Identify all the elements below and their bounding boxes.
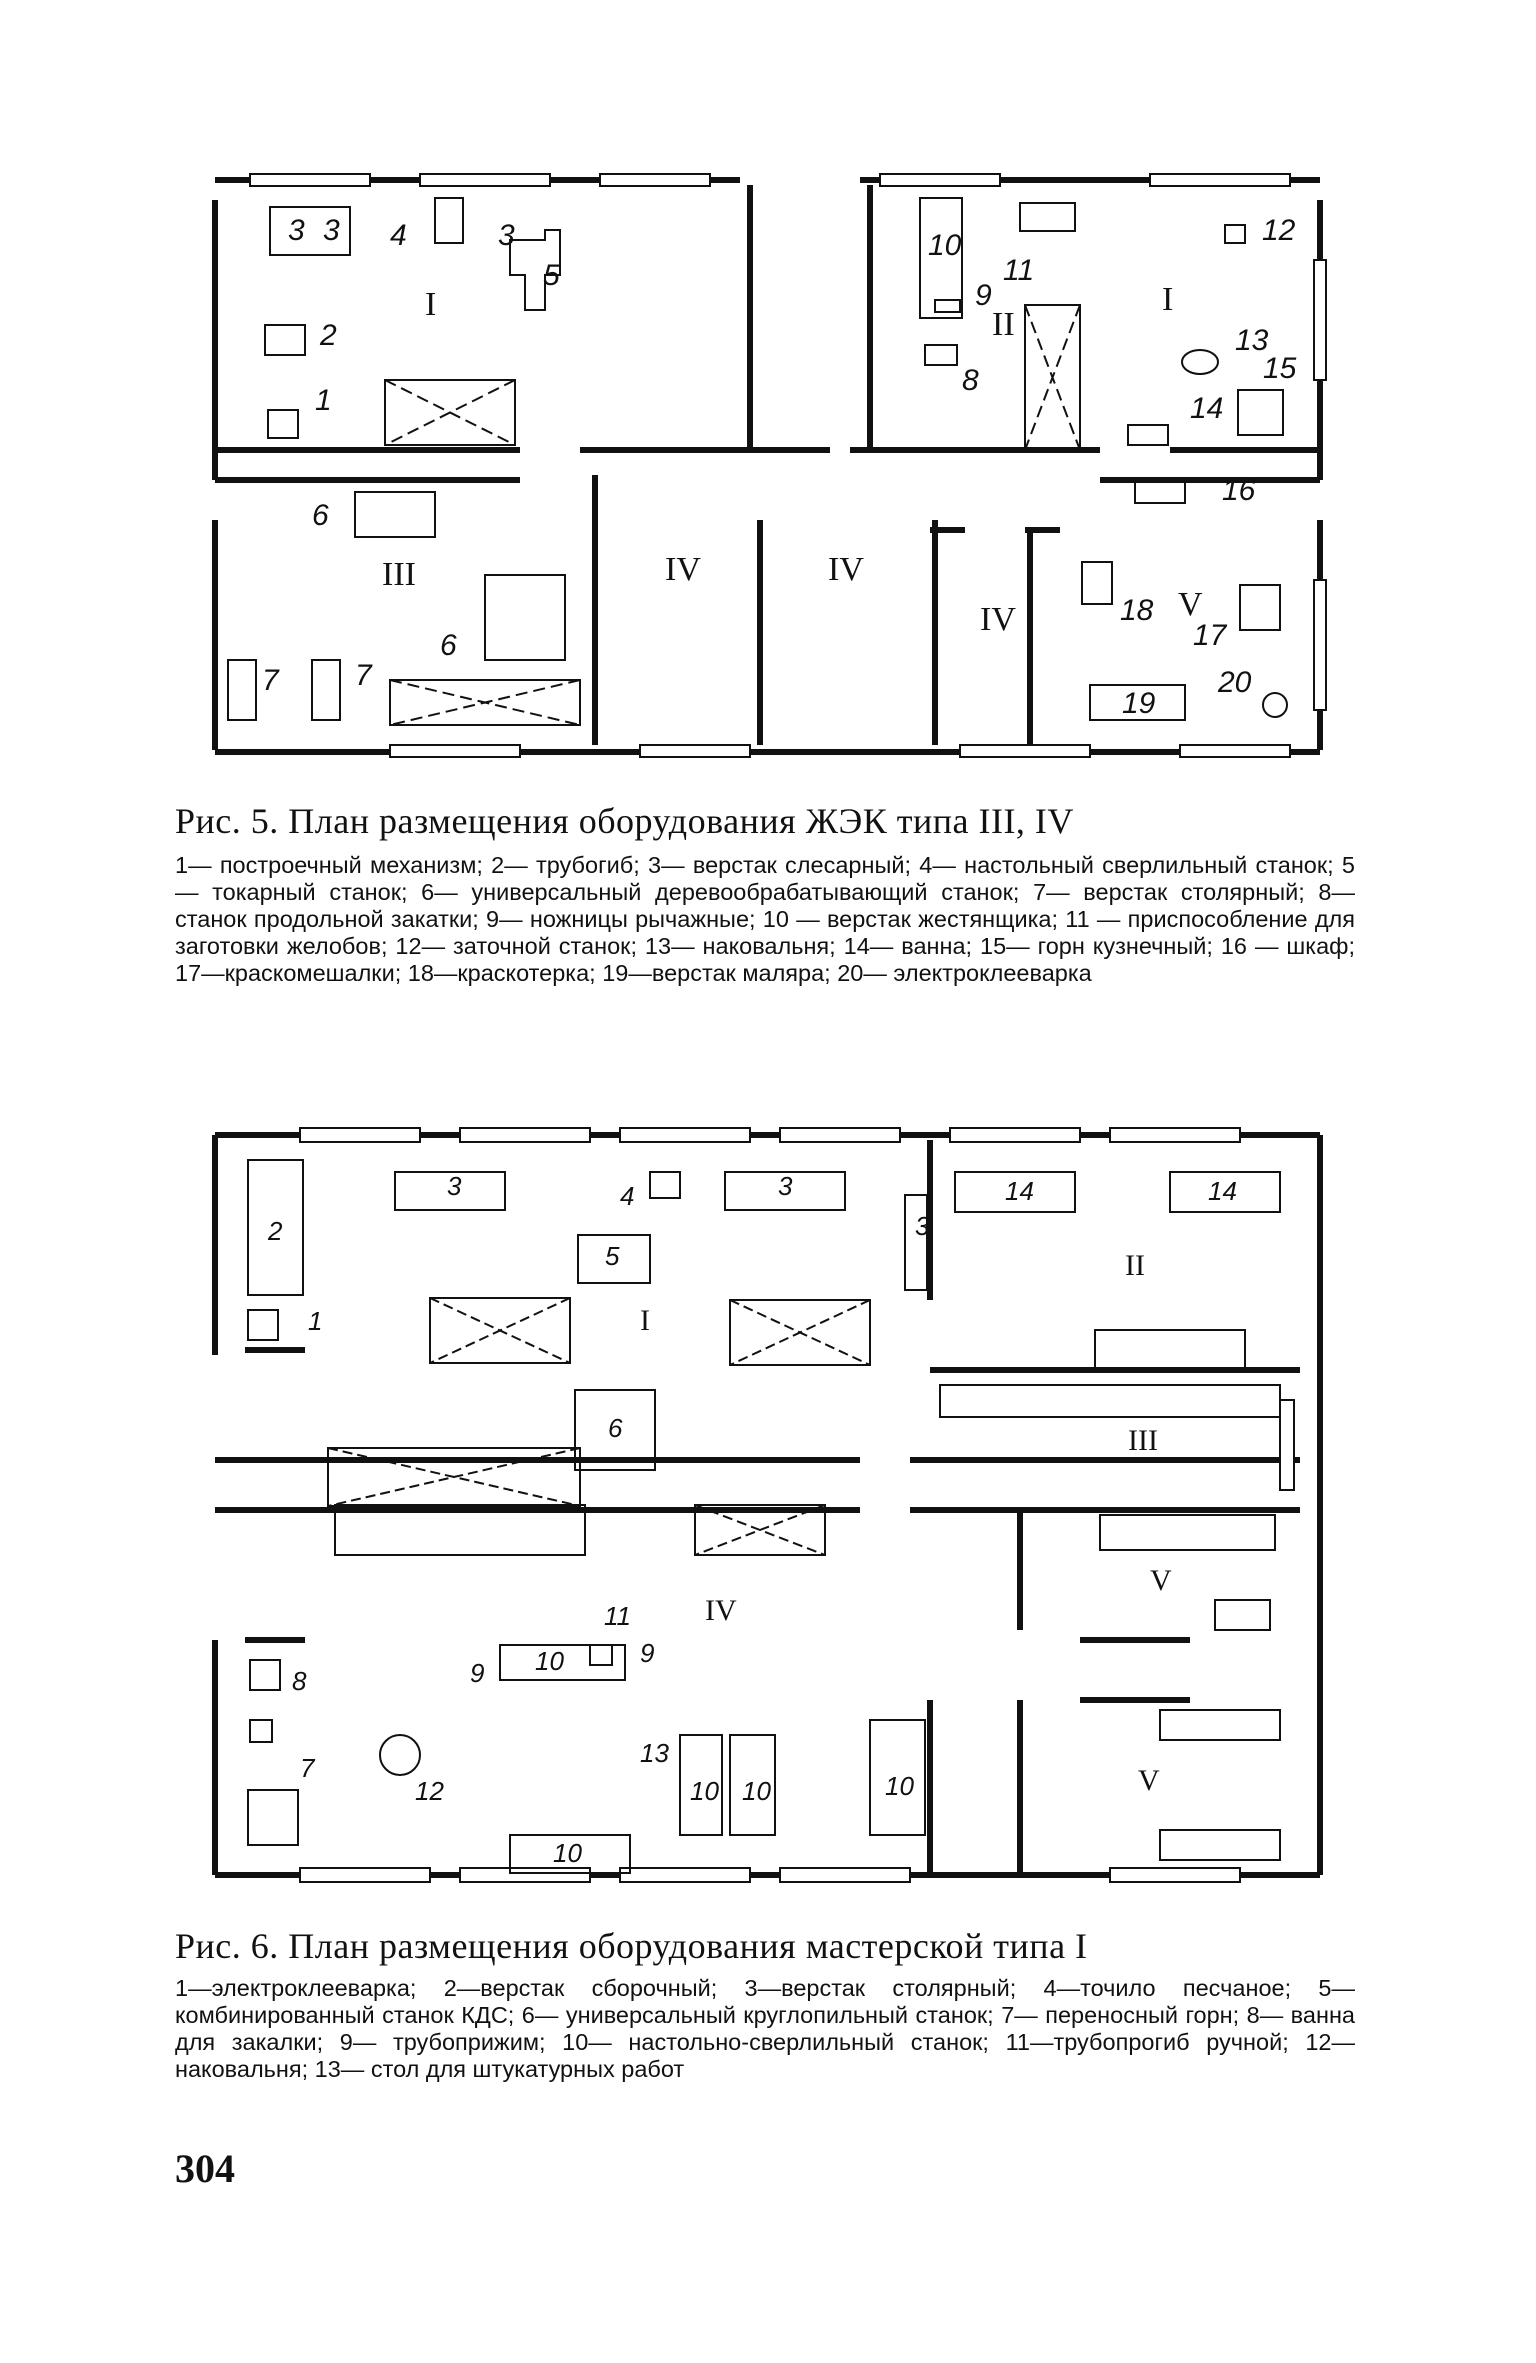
fig5-label-3a: 3 [288, 214, 305, 247]
fig6-label-10c: 10 [742, 1776, 771, 1806]
fig5-label-3c: 3 [498, 219, 515, 252]
fig5-label-8: 8 [962, 364, 979, 397]
fig5-label-18: 18 [1120, 594, 1154, 627]
fig5-label-11: 11 [1003, 254, 1035, 287]
figure-6-floor-plan [200, 1120, 1340, 1890]
fig6-label-13: 13 [640, 1738, 669, 1768]
fig5-room-IV-c: IV [980, 601, 1016, 638]
fig6-room-II: II [1125, 1249, 1145, 1282]
fig5-room-I-right: I [1162, 281, 1174, 318]
fig6-label-7: 7 [300, 1753, 315, 1783]
fig6-label-3b: 3 [778, 1171, 793, 1201]
fig6-label-3c: 3 [915, 1211, 930, 1241]
fig6-label-1: 1 [308, 1306, 323, 1336]
fig6-label-8: 8 [292, 1666, 307, 1696]
fig5-item-labels [262, 214, 1297, 720]
fig6-item-labels [267, 1171, 1237, 1868]
fig5-label-6a: 6 [312, 499, 329, 532]
fig6-label-10d: 10 [885, 1771, 914, 1801]
fig6-label-10e: 10 [553, 1838, 582, 1868]
fig6-label-4: 4 [620, 1181, 635, 1211]
fig5-label-12: 12 [1262, 214, 1296, 247]
fig5-label-7a: 7 [262, 664, 279, 697]
fig6-room-IV: IV [705, 1594, 737, 1627]
fig5-label-2: 2 [320, 319, 337, 352]
fig5-label-5: 5 [543, 259, 560, 292]
fig5-walls [215, 180, 1320, 752]
fig5-label-3b: 3 [323, 214, 340, 247]
fig5-room-IV-b: IV [828, 551, 864, 588]
fig5-label-9: 9 [975, 279, 992, 312]
fig5-label-6b: 6 [440, 629, 457, 662]
figure-5-floor-plan [200, 165, 1340, 765]
fig5-windows [250, 174, 1326, 757]
fig5-label-13: 13 [1235, 324, 1269, 357]
fig6-label-6: 6 [608, 1413, 623, 1443]
fig5-label-15: 15 [1263, 352, 1297, 385]
figure-5-caption: Рис. 5. План размещения оборудования ЖЭК типа III, IV [175, 801, 1074, 841]
figure-5-legend: 1— построечный механизм; 2— трубогиб; 3— верстак слесарный; 4— настольный сверлильный станок; 5— токарный станок; 6— универсальный деревообрабатывающий станок; 7— верстак столярный; 8— станок продольной закатки; 9— ножницы рычажные; 10 — верстак жестянщика; 11 — приспособление для заготовки желобов; 12— заточной станок; 13— наковальня; 14— ванна; 15— горн кузнечный; 16 — шкаф; 17—краскомешалки; 18—краскотерка; 19—верстак маляра; 20— электроклееварка [175, 852, 1355, 986]
fig5-label-20: 20 [1218, 666, 1252, 699]
fig6-room-III: III [1128, 1424, 1158, 1457]
fig5-label-7b: 7 [355, 659, 372, 692]
figure-6-caption: Рис. 6. План размещения оборудования мастерской типа I [175, 1926, 1088, 1966]
fig5-room-III: III [382, 556, 416, 593]
fig5-label-14: 14 [1190, 392, 1224, 425]
fig5-room-V: V [1178, 586, 1203, 623]
fig6-label-5: 5 [605, 1241, 620, 1271]
fig5-label-10: 10 [928, 229, 962, 262]
fig6-label-10a: 10 [535, 1646, 564, 1676]
fig6-label-12: 12 [415, 1776, 444, 1806]
fig5-label-16: 16 [1222, 474, 1256, 507]
fig5-room-IV-a: IV [665, 551, 701, 588]
fig5-label-4: 4 [390, 219, 407, 252]
fig6-label-14b: 14 [1208, 1176, 1237, 1206]
fig6-label-14a: 14 [1005, 1176, 1034, 1206]
fig6-label-11: 11 [604, 1601, 631, 1631]
page-number: 304 [175, 2146, 235, 2191]
fig6-label-9a: 9 [470, 1658, 485, 1688]
fig5-label-19: 19 [1122, 687, 1156, 720]
fig6-label-2: 2 [268, 1216, 283, 1246]
fig6-room-labels [640, 1249, 1172, 1797]
fig5-label-17: 17 [1193, 619, 1227, 652]
fig5-label-1: 1 [315, 384, 332, 417]
fig6-room-V-a: V [1150, 1564, 1172, 1597]
fig5-room-II: II [992, 306, 1015, 343]
fig6-label-3a: 3 [447, 1171, 462, 1201]
fig6-label-10b: 10 [690, 1776, 719, 1806]
fig6-label-9b: 9 [640, 1638, 655, 1668]
figure-6-legend: 1—электроклееварка; 2—верстак сборочный; 3—верстак столярный; 4—точило песчаное; 5— комбинированный станок КДС; 6— универсальный круглопильный станок; 7— переносный горн; 8— ванна для закалки; 9— трубоприжим; 10— настольно-сверлильный станок; 11—трубопрогиб ручной; 12—наковальня; 13— стол для штукатурных работ [175, 1975, 1355, 2082]
fig5-room-I-left: I [425, 286, 437, 323]
fig6-room-I: I [640, 1304, 650, 1337]
fig6-room-V-b: V [1138, 1764, 1160, 1797]
